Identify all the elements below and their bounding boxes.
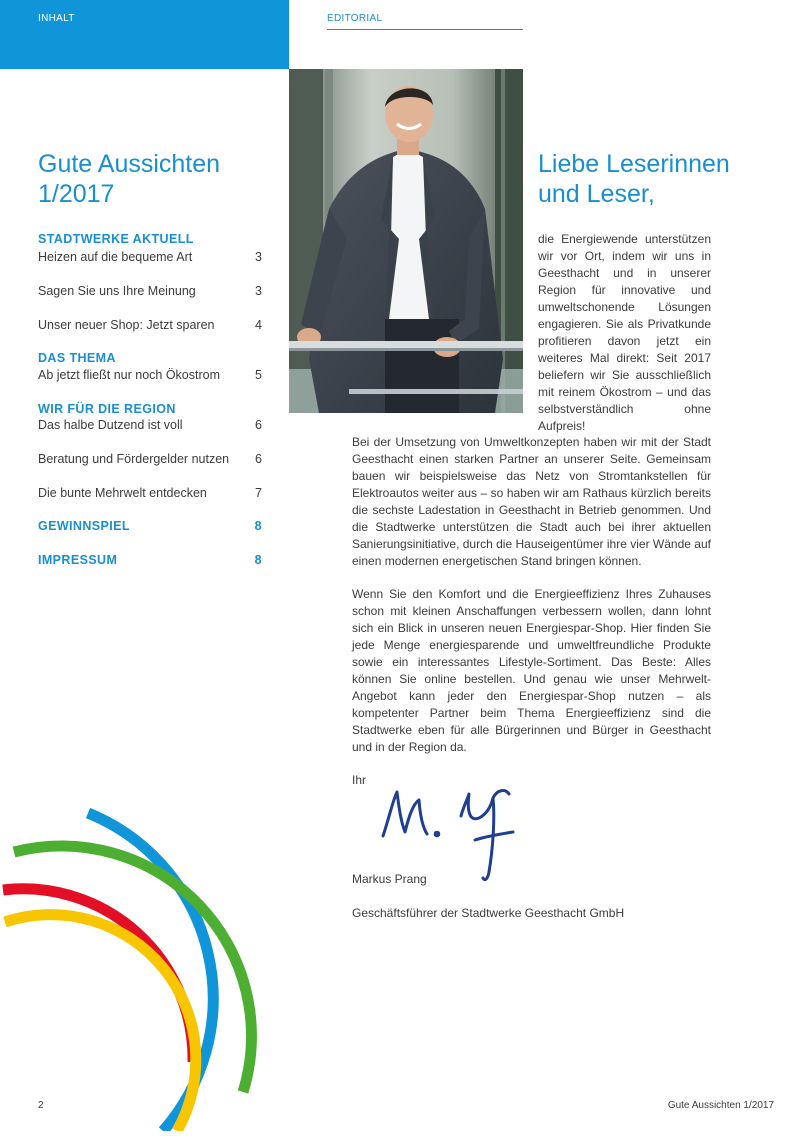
signer-name: Markus Prang <box>352 872 427 886</box>
editorial-paragraph: Bei der Umsetzung von Umweltkonzepten haben wir mit der Stadt Geesthacht einen starken Partner an unserer Seite. Gemeinsam bauen wir beispielsweise das Netz von Stromtankstellen für Elektroautos weiter aus – so haben wir am Rathaus kürzlich bereits die sechste Ladestation in Geesthacht in Betrieb genommen. Und die Stadtwerke unterstützen die Stadt auch bei ihrer aktuellen Sanierungsinitiative, durch die Hauseigentümer ihre vier Wände auf einen modernen energetischen Stand bringen können. <box>352 435 711 568</box>
toc-entry-label: Sagen Sie uns Ihre Meinung <box>38 284 196 298</box>
toc-entry-page: 5 <box>255 368 262 382</box>
portrait-photo <box>289 69 523 413</box>
toc-entry-page: 8 <box>254 519 262 533</box>
toc-entry[interactable] <box>38 486 262 500</box>
toc-entry-label: IMPRESSUM <box>38 553 118 567</box>
toc-entry-label: Das halbe Dutzend ist voll <box>38 418 183 432</box>
editorial-body <box>352 434 711 805</box>
toc-entry[interactable] <box>38 452 262 466</box>
toc-entry-label: Beratung und Fördergelder nutzen <box>38 452 230 466</box>
toc-entry-page: 3 <box>255 250 262 264</box>
toc-entry[interactable] <box>38 250 262 264</box>
toc-entry-impressum[interactable] <box>38 553 262 567</box>
toc-entry-label: GEWINNSPIEL <box>38 519 130 533</box>
toc-entry-page: 6 <box>255 452 262 466</box>
toc-entry-page: 6 <box>255 418 262 432</box>
toc-entry-page: 4 <box>255 318 262 332</box>
toc-title: Gute Aussichten 1/2017 <box>38 150 221 208</box>
toc-section-heading: DAS THEMA <box>38 351 116 365</box>
footer-publication: Gute Aussichten 1/2017 <box>667 1100 774 1111</box>
editorial-headline: Liebe Leserinnen und Leser, <box>538 150 730 208</box>
toc-entry-label: Ab jetzt fließt nur noch Ökostrom <box>38 368 221 382</box>
editorial-intro: die Energiewende unterstützen wir vor Ort, indem wir uns in Geesthacht und in unserer Region für innovative und umweltschonende Lösungen engagieren. Sie als Privatkunde profitieren davon jetzt ein weiteres Mal direkt: Seit 2017 beliefern wir Sie ausschließlich mit reinem Ökostrom – und das selbstverständlich ohne Aufpreis! <box>538 232 711 433</box>
editorial-rule <box>327 29 523 30</box>
editorial-closing: Ihr <box>352 773 367 787</box>
editorial-paragraph: Wenn Sie den Komfort und die Energieeffizienz Ihres Zuhauses schon mit kleinen Anschaffungen verbessern wollen, dann lohnt sich ein Blick in unseren neuen Energiespar-Shop. Hier finden Sie jede Menge energiesparende und umweltfreundliche Produkte sowie ein interessantes Lifestyle-Sortiment. Das Beste: Alles können Sie online bestellen. Und genau wie unser Mehrwelt-Angebot kann jeder den Energiespar-Shop nutzen – als kompetenter Partner beim Thema Energieeffizienz sind die Stadtwerke eben für alle Bürgerinnen und Bürger in Geesthacht und in der Region da. <box>352 587 711 754</box>
toc-section-heading: WIR FÜR DIE REGION <box>38 402 176 416</box>
section-label-inhalt: INHALT <box>38 13 75 24</box>
toc-entry[interactable] <box>38 418 262 432</box>
toc-entry-gewinnspiel[interactable] <box>38 519 262 533</box>
toc-entry[interactable] <box>38 284 262 298</box>
toc-section-heading: STADTWERKE AKTUELL <box>38 232 194 246</box>
toc-entry-page: 7 <box>255 486 262 500</box>
header-band <box>0 0 289 69</box>
toc-entry-label: Unser neuer Shop: Jetzt sparen <box>38 318 215 332</box>
signer-role: Geschäftsführer der Stadtwerke Geesthacht GmbH <box>352 906 625 920</box>
decorative-arcs <box>0 800 300 1131</box>
page-number: 2 <box>38 1100 44 1111</box>
toc-entry-page: 8 <box>254 553 262 567</box>
toc-entry[interactable] <box>38 368 262 382</box>
section-label-editorial: EDITORIAL <box>327 13 383 24</box>
toc-entry-page: 3 <box>255 284 262 298</box>
toc-entry-label: Die bunte Mehrwelt entdecken <box>38 486 207 500</box>
toc-entry-label: Heizen auf die bequeme Art <box>38 250 193 264</box>
toc-entry[interactable] <box>38 318 262 332</box>
